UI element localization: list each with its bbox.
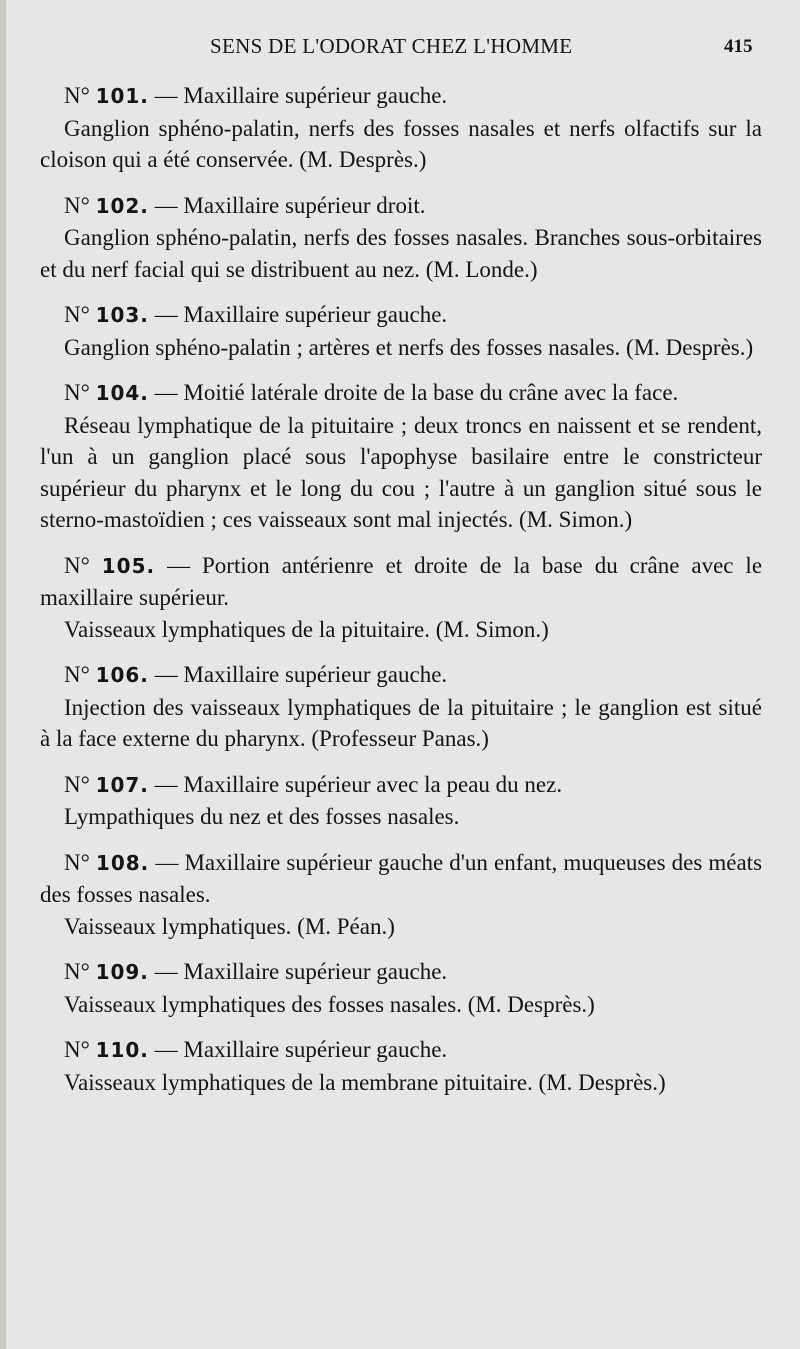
page-edge — [0, 0, 6, 1349]
entry-description: Vaisseaux lymphatiques des fosses nasales. (M. Desprès.) — [64, 991, 595, 1017]
page-number: 415 — [724, 36, 753, 57]
catalogue-entry — [40, 80, 762, 176]
catalogue-entry — [40, 769, 762, 833]
entry-description: Lympathiques du nez et des fosses nasales. — [64, 804, 460, 829]
entry-number: 106. — [95, 663, 149, 687]
catalogue-entry — [40, 1034, 762, 1098]
entry-title: — Maxillaire supérieur gauche. — [154, 83, 448, 108]
entry-title: — Maxillaire supérieur gauche. — [154, 959, 448, 984]
entry-number-prefix: N° — [64, 552, 90, 578]
entry-number: 104. — [95, 381, 149, 405]
entry-number-prefix: N° — [64, 662, 90, 687]
entry-heading — [40, 956, 762, 989]
entry-title: — Maxillaire supérieur gauche d'un enfant, muqueuses des méats des fosses nasales. — [40, 849, 763, 907]
entry-title: — Moitié latérale droite de la base du crâne avec la face. — [154, 380, 679, 405]
entry-description: Ganglion sphéno-palatin, nerfs des fosses nasales et nerfs olfactifs sur la cloison qui a été conservée. (M. Desprès.) — [40, 115, 762, 172]
entry-heading — [40, 769, 762, 802]
entry-number-prefix: N° — [64, 380, 90, 405]
entry-number-prefix: N° — [64, 959, 90, 984]
entry-number-prefix: N° — [64, 83, 90, 108]
entry-number: 102. — [95, 193, 149, 218]
entry-number: 107. — [95, 772, 149, 797]
entry-title: — Maxillaire supérieur avec la peau du nez. — [154, 771, 563, 797]
entry-description: Vaisseaux lymphatiques. (M. Péan.) — [64, 913, 395, 939]
entry-number: 101. — [95, 84, 149, 108]
entry-heading — [40, 847, 762, 911]
entry-number-prefix: N° — [64, 1037, 90, 1062]
catalogue-entry — [40, 956, 762, 1020]
running-head — [0, 34, 800, 64]
entry-description: Injection des vaisseaux lymphatiques de la pituitaire ; le ganglion est situé à la face externe du pharynx. (Professeur Panas.) — [40, 694, 762, 751]
entry-number-prefix: N° — [64, 771, 90, 797]
catalogue-entries — [40, 80, 762, 1112]
entry-heading — [40, 659, 762, 692]
catalogue-entry — [40, 550, 762, 646]
entry-number: 110. — [95, 1038, 149, 1062]
entry-number: 103. — [95, 303, 149, 327]
entry-heading — [40, 299, 762, 332]
entry-title: — Portion antérienre et droite de la base du crâne avec le maxillaire supérieur. — [40, 552, 763, 610]
entry-heading — [40, 1034, 762, 1067]
catalogue-entry — [40, 377, 762, 536]
entry-title: — Maxillaire supérieur droit. — [154, 192, 426, 218]
entry-description: Ganglion sphéno-palatin, nerfs des fosses nasales. Branches sous-orbitaires et du nerf facial qui se distribuent au nez. (M. Londe.) — [40, 225, 762, 282]
catalogue-entry — [40, 659, 762, 755]
catalogue-entry — [40, 299, 762, 363]
entry-heading — [40, 80, 762, 113]
entry-number-prefix: N° — [64, 302, 90, 327]
entry-number-prefix: N° — [64, 192, 90, 218]
entry-title: — Maxillaire supérieur gauche. — [154, 302, 448, 327]
entry-description: Ganglion sphéno-palatin ; artères et nerfs des fosses nasales. (M. Desprès.) — [64, 334, 754, 360]
running-head-title: SENS DE L'ODORAT CHEZ L'HOMME — [210, 34, 573, 58]
catalogue-entry — [40, 847, 762, 943]
entry-description: Réseau lymphatique de la pituitaire ; deux troncs en naissent et se rendent, l'un à un ganglion placé sous l'apophyse basilaire entre le constricteur supérieur du pharynx et le long du cou ; l'autre à un ganglion situé sous le sterno-mastoïdien ; ces vaisseaux sont mal injectés. (M. Simon.) — [40, 412, 762, 532]
entry-number-prefix: N° — [64, 849, 90, 875]
entry-number: 108. — [95, 850, 150, 875]
entry-title: — Maxillaire supérieur gauche. — [154, 662, 448, 687]
entry-number: 105. — [101, 553, 156, 578]
entry-heading — [40, 377, 762, 410]
entry-description: Vaisseaux lymphatiques de la membrane pituitaire. (M. Desprès.) — [64, 1069, 666, 1095]
entry-heading — [40, 550, 762, 614]
catalogue-entry — [40, 190, 762, 286]
entry-title: — Maxillaire supérieur gauche. — [154, 1037, 448, 1062]
entry-number: 109. — [95, 960, 149, 984]
entry-description: Vaisseaux lymphatiques de la pituitaire. (M. Simon.) — [64, 616, 549, 642]
entry-heading — [40, 190, 762, 223]
